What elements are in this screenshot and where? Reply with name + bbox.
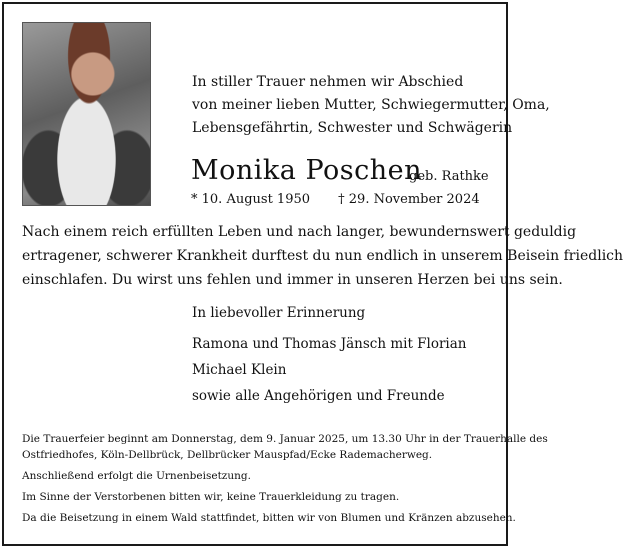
signers-list — [192, 331, 467, 409]
intro-line: Lebensgefährtin, Schwester und Schwägerin — [192, 120, 513, 136]
signer: sowie alle Angehörigen und Freunde — [192, 388, 445, 404]
obituary-frame — [2, 2, 623, 546]
signer: Michael Klein — [192, 362, 287, 378]
deceased-name: Monika Poschen — [191, 155, 423, 186]
intro-line: In stiller Trauer nehmen wir Abschied — [192, 74, 464, 90]
message-line: ertragener, schwerer Krankheit durftest du nun endlich in unserem Beisein friedlich — [22, 248, 623, 264]
message-line: einschlafen. Du wirst uns fehlen und immer in unseren Herzen bei uns sein. — [22, 272, 563, 288]
ceremony-info: Ostfriedhofes, Köln-Dellbrück, Dellbrücker Mauspfad/Ecke Rademacherweg. — [22, 449, 433, 461]
ceremony-info: Die Trauerfeier beginnt am Donnerstag, dem 9. Januar 2025, um 13.30 Uhr in der Trauerhalle des — [22, 433, 548, 445]
flowers-request: Da die Beisetzung in einem Wald stattfindet, bitten wir von Blumen und Kränzen abzusehen. — [22, 512, 516, 524]
clothing-request: Im Sinne der Verstorbenen bitten wir, keine Trauerkleidung zu tragen. — [22, 491, 400, 503]
portrait-photo — [22, 22, 151, 206]
birth-date: * 10. August 1950 — [191, 192, 311, 207]
funeral-notes — [22, 431, 548, 526]
maiden-name: geb. Rathke — [409, 169, 489, 184]
intro-line: von meiner lieben Mutter, Schwiegermutter, Oma, — [192, 97, 550, 113]
intro-text — [192, 71, 550, 140]
burial-info: Anschließend erfolgt die Urnenbeisetzung. — [22, 470, 251, 482]
death-date: † 29. November 2024 — [338, 192, 480, 207]
farewell-message — [22, 220, 623, 292]
memory-heading: In liebevoller Erinnerung — [192, 305, 366, 321]
message-line: Nach einem reich erfüllten Leben und nach langer, bewundernswert geduldig — [22, 224, 577, 240]
signer: Ramona und Thomas Jänsch mit Florian — [192, 336, 467, 352]
life-dates — [191, 192, 480, 207]
